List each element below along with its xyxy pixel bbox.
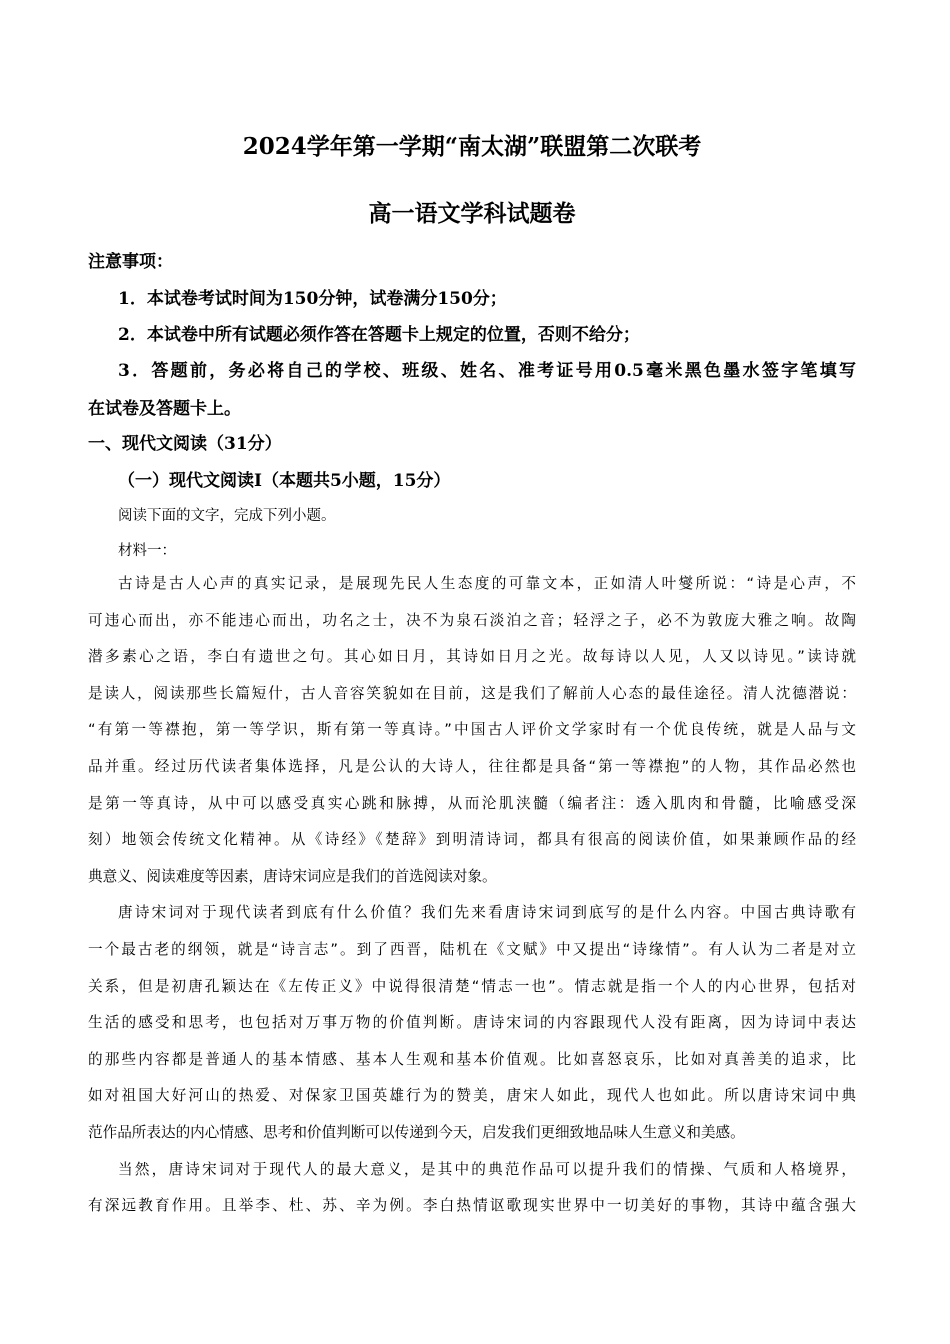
exam-title: 2024学年第一学期“南太湖”联盟第二次联考 [242,133,702,160]
material-label: 材料一： [118,543,176,559]
subsection-heading: （一）现代文阅读Ⅰ（本题共5小题，15分） [118,471,451,491]
passage-line: 唐诗宋词对于现代读者到底有什么价值？我们先来看唐诗宋词到底写的是什么内容。中国古典诗歌有 [118,904,856,922]
section-heading: 一、现代文阅读（31分） [88,434,282,454]
instruction-text: 阅读下面的文字，完成下列小题。 [118,508,336,524]
notice-item: 1．本试卷考试时间为150分钟，试卷满分150分； [118,289,507,309]
passage-line: 一个最古老的纲领，就是“诗言志”。到了西晋，陆机在《文赋》中又提出“诗缘情”。有人认为二者是对立 [88,941,856,958]
passage-line: 的那些内容都是普通人的基本情感、基本人生观和基本价值观。比如喜怒哀乐，比如对真善美的追求，比 [88,1050,856,1068]
passage-line: 潜多素心之语，李白有遗世之句。其心如日月，其诗如日月之光。故每诗以人见，人又以诗见。”读诗就 [88,648,856,666]
passage-line: 生活的感受和思考，也包括对万事万物的价值判断。唐诗宋词的内容跟现代人没有距离，因为诗词中表达 [88,1014,856,1032]
notice-heading: 注意事项： [88,252,173,272]
exam-subtitle: 高一语文学科试题卷 [368,200,576,227]
passage-line: 古诗是古人心声的真实记录，是展现先民人生态度的可靠文本，正如清人叶燮所说：“诗是心声，不 [118,575,856,592]
notice-item: 3．答题前，务必将自己的学校、班级、姓名、准考证号用0.5毫米黑色墨水签字笔填写 [118,361,856,381]
notice-item-continued: 在试卷及答题卡上。 [88,399,241,419]
passage-line: “有第一等襟抱，第一等学识，斯有第一等真诗。”中国古人评价文学家时有一个优良传统，就是人品与文 [88,721,856,739]
notice-item: 2．本试卷中所有试题必须作答在答题卡上规定的位置，否则不给分； [118,325,640,345]
passage-line: 有深远教育作用。且举李、杜、苏、辛为例。李白热情讴歌现实世界中一切美好的事物，其诗中蕴含强大 [88,1197,856,1215]
passage-line: 刻）地领会传统文化精神。从《诗经》《楚辞》到明清诗词，都具有很高的阅读价值，如果兼顾作品的经 [88,831,856,849]
passage-line: 是第一等真诗，从中可以感受真实心跳和脉搏，从而沦肌浃髓（编者注：透入肌肉和骨髓，比喻感受深 [88,794,856,812]
passage-line: 可违心而出，亦不能违心而出，功名之士，决不为泉石淡泊之音；轻浮之子，必不为敦庞大雅之响。故陶 [88,611,856,629]
passage-line: 品并重。经过历代读者集体选择，凡是公认的大诗人，往往都是具备“第一等襟抱”的人物，其作品必然也 [88,758,856,775]
passage-line: 当然，唐诗宋词对于现代人的最大意义，是其中的典范作品可以提升我们的情操、气质和人格境界， [118,1160,856,1178]
passage-line: 典意义、阅读难度等因素，唐诗宋词应是我们的首选阅读对象。 [88,867,497,885]
passage-line: 关系，但是初唐孔颖达在《左传正义》中说得很清楚“情志一也”。情志就是指一个人的内心世界，包括对 [88,977,856,995]
passage-line: 范作品所表达的内心情感、思考和价值判断可以传递到今天，启发我们更细致地品味人生意义和美感。 [88,1124,745,1141]
passage-line: 如对祖国大好河山的热爱、对保家卫国英雄行为的赞美，唐宋人如此，现代人也如此。所以唐诗宋词中典 [88,1087,856,1105]
passage-line: 是读人，阅读那些长篇短什，古人音容笑貌如在目前，这是我们了解前人心态的最佳途径。清人沈德潜说： [88,684,856,702]
